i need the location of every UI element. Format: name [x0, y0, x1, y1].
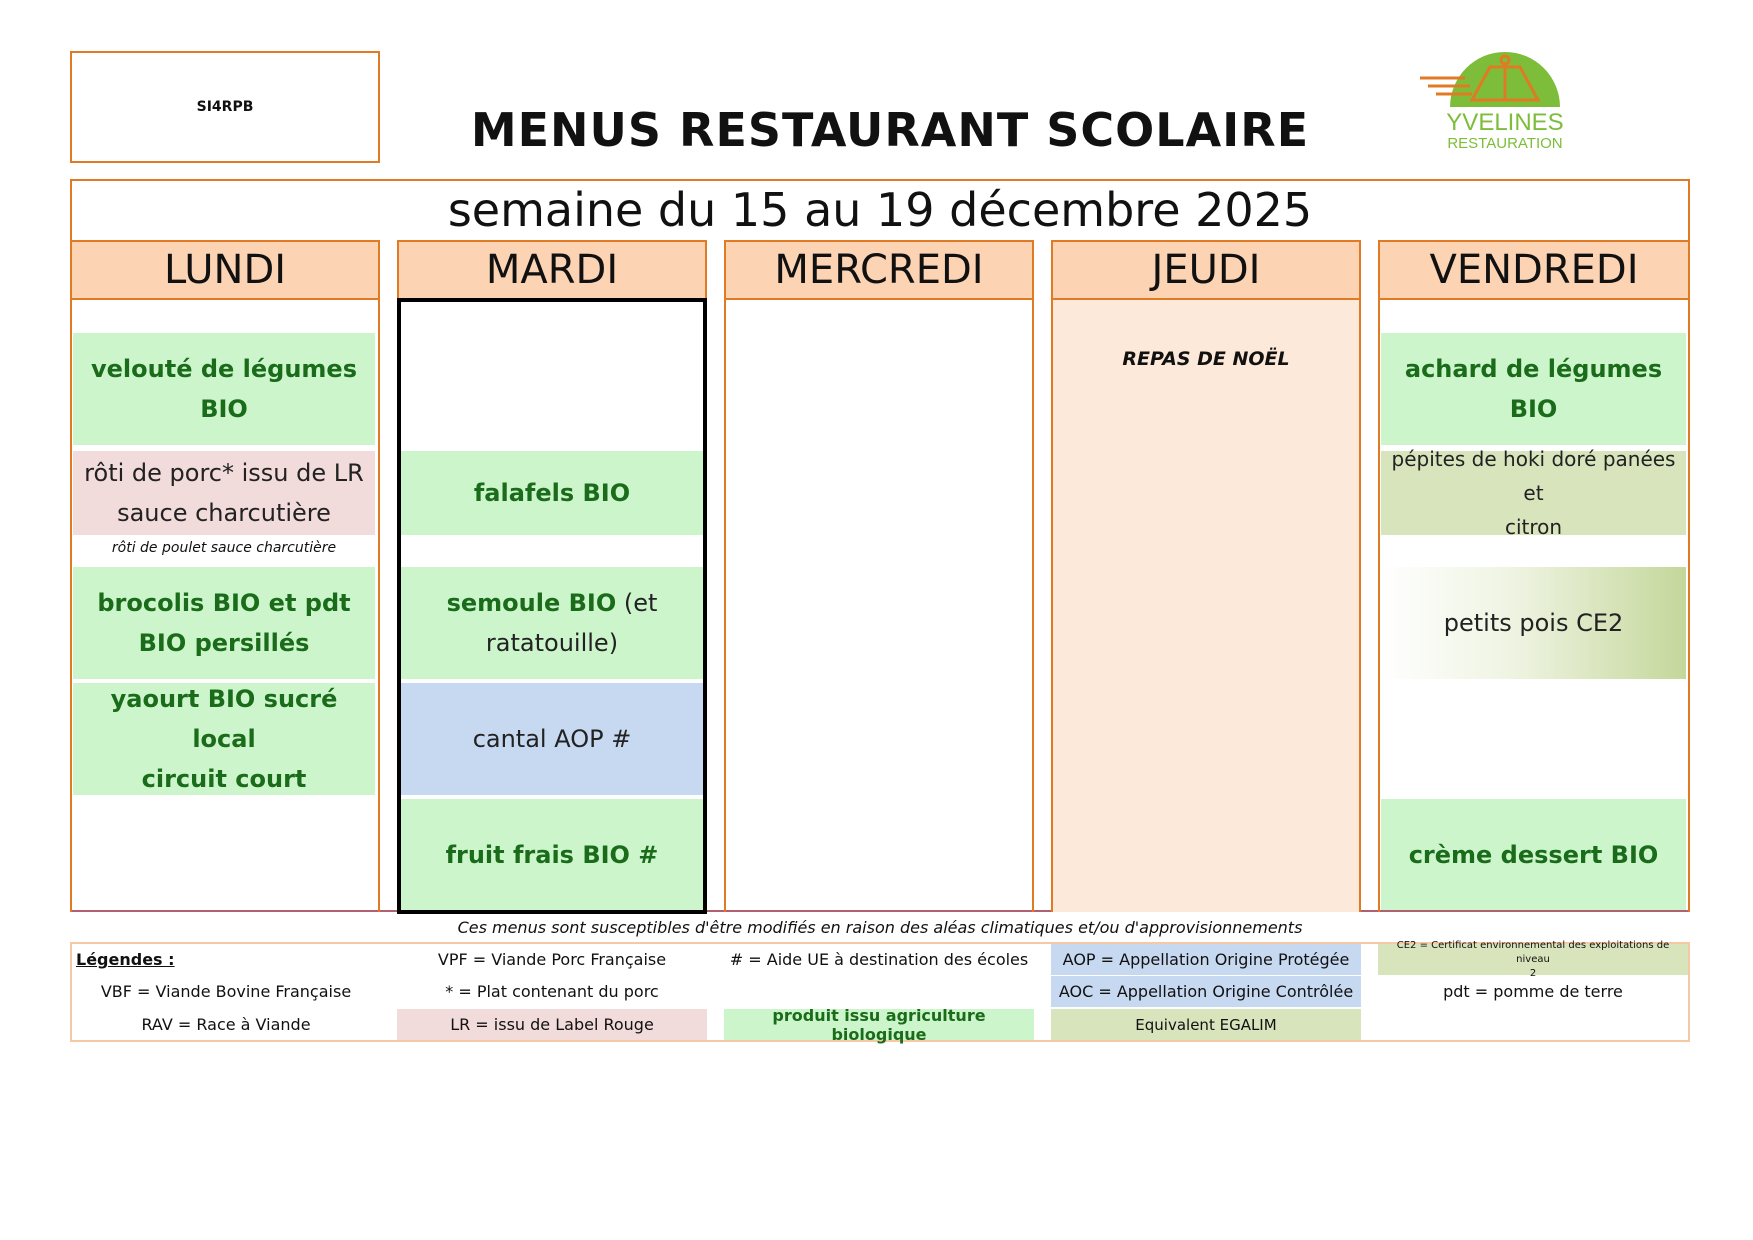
- mardi-accomp-bio: semoule BIO: [446, 589, 617, 617]
- yvelines-restauration-logo: [1410, 42, 1590, 157]
- lundi-laitage-line2: circuit court: [141, 765, 307, 793]
- week-title: semaine du 15 au 19 décembre 2025: [447, 183, 1313, 237]
- logo-text-restauration: RESTAURATION: [1447, 135, 1563, 152]
- mardi-accomp-rest: (et: [616, 589, 658, 617]
- column-jeudi: [1051, 300, 1361, 912]
- legend-ce2-line2: 2: [1529, 967, 1537, 979]
- legend-ce2-line1: CE2 = Certificat environnemental des exploitations de niveau: [1396, 939, 1670, 965]
- legend-label-rouge: LR = issu de Label Rouge: [397, 1009, 707, 1040]
- vendredi-plat-line2: citron: [1504, 515, 1563, 539]
- legend-aop: AOP = Appellation Origine Protégée: [1051, 944, 1361, 975]
- day-header-mercredi: MERCREDI: [724, 240, 1034, 300]
- legend-ce2: [1378, 939, 1688, 979]
- lundi-entree: velouté de légumes BIO: [73, 333, 375, 445]
- lundi-accomp-line1: brocolis BIO et pdt: [97, 589, 351, 617]
- logo-text-yvelines: YVELINES: [1446, 109, 1564, 136]
- legend-bio: produit issu agriculture biologique: [724, 1009, 1034, 1040]
- vendredi-dessert: crème dessert BIO: [1381, 799, 1686, 910]
- jeudi-event: REPAS DE NOËL: [1122, 348, 1290, 370]
- lundi-plat: [73, 451, 375, 535]
- legend-aoc: AOC = Appellation Origine Contrôlée: [1051, 976, 1361, 1007]
- mardi-highlight-frame: [397, 298, 707, 914]
- lundi-plat-line2: sauce charcutière: [117, 499, 331, 527]
- lundi-laitage: [73, 683, 375, 795]
- mardi-accomp-line2: ratatouille): [485, 629, 619, 657]
- mardi-dessert: fruit frais BIO #: [401, 799, 703, 910]
- legend-vbf: VBF = Viande Bovine Française: [100, 982, 352, 1001]
- lundi-accomp-line2: BIO persillés: [138, 629, 310, 657]
- lundi-plat-line1: rôti de porc* issu de LR: [84, 459, 364, 487]
- legend-pdt: pdt = pomme de terre: [1443, 982, 1623, 1001]
- organization-box: [70, 51, 380, 163]
- vendredi-plat-line1: pépites de hoki doré panées et: [1391, 447, 1676, 505]
- legend-egalim: Equivalent EGALIM: [1051, 1009, 1361, 1040]
- lundi-laitage-line1: yaourt BIO sucré local: [110, 685, 338, 753]
- vendredi-plat: [1381, 447, 1686, 539]
- vendredi-entree: achard de légumes BIO: [1381, 333, 1686, 445]
- lundi-accompagnement: [73, 567, 375, 679]
- legend-title: Légendes :: [76, 950, 175, 969]
- legend-rav: RAV = Race à Viande: [141, 1015, 311, 1034]
- legend-vpf: VPF = Viande Porc Française: [437, 950, 667, 969]
- legend-porc: * = Plat contenant du porc: [445, 982, 659, 1001]
- organization-label: SI4RPB: [196, 99, 254, 115]
- vendredi-accompagnement: petits pois CE2: [1381, 567, 1686, 679]
- lundi-alternative: rôti de poulet sauce charcutière: [111, 540, 337, 556]
- day-header-vendredi: VENDREDI: [1378, 240, 1690, 300]
- legend-aide-ue: # = Aide UE à destination des écoles: [729, 950, 1029, 969]
- day-header-jeudi: JEUDI: [1051, 240, 1361, 300]
- page-title: MENUS RESTAURANT SCOLAIRE: [470, 103, 1310, 157]
- mardi-plat: falafels BIO: [401, 451, 703, 535]
- mardi-fromage: cantal AOP #: [401, 683, 703, 795]
- column-mercredi: [724, 300, 1034, 912]
- disclaimer-notice: Ces menus sont susceptibles d'être modifiés en raison des aléas climatiques et/ou d'approvisionnements: [457, 917, 1303, 937]
- day-header-lundi: LUNDI: [70, 240, 380, 300]
- day-header-mardi: MARDI: [397, 240, 707, 300]
